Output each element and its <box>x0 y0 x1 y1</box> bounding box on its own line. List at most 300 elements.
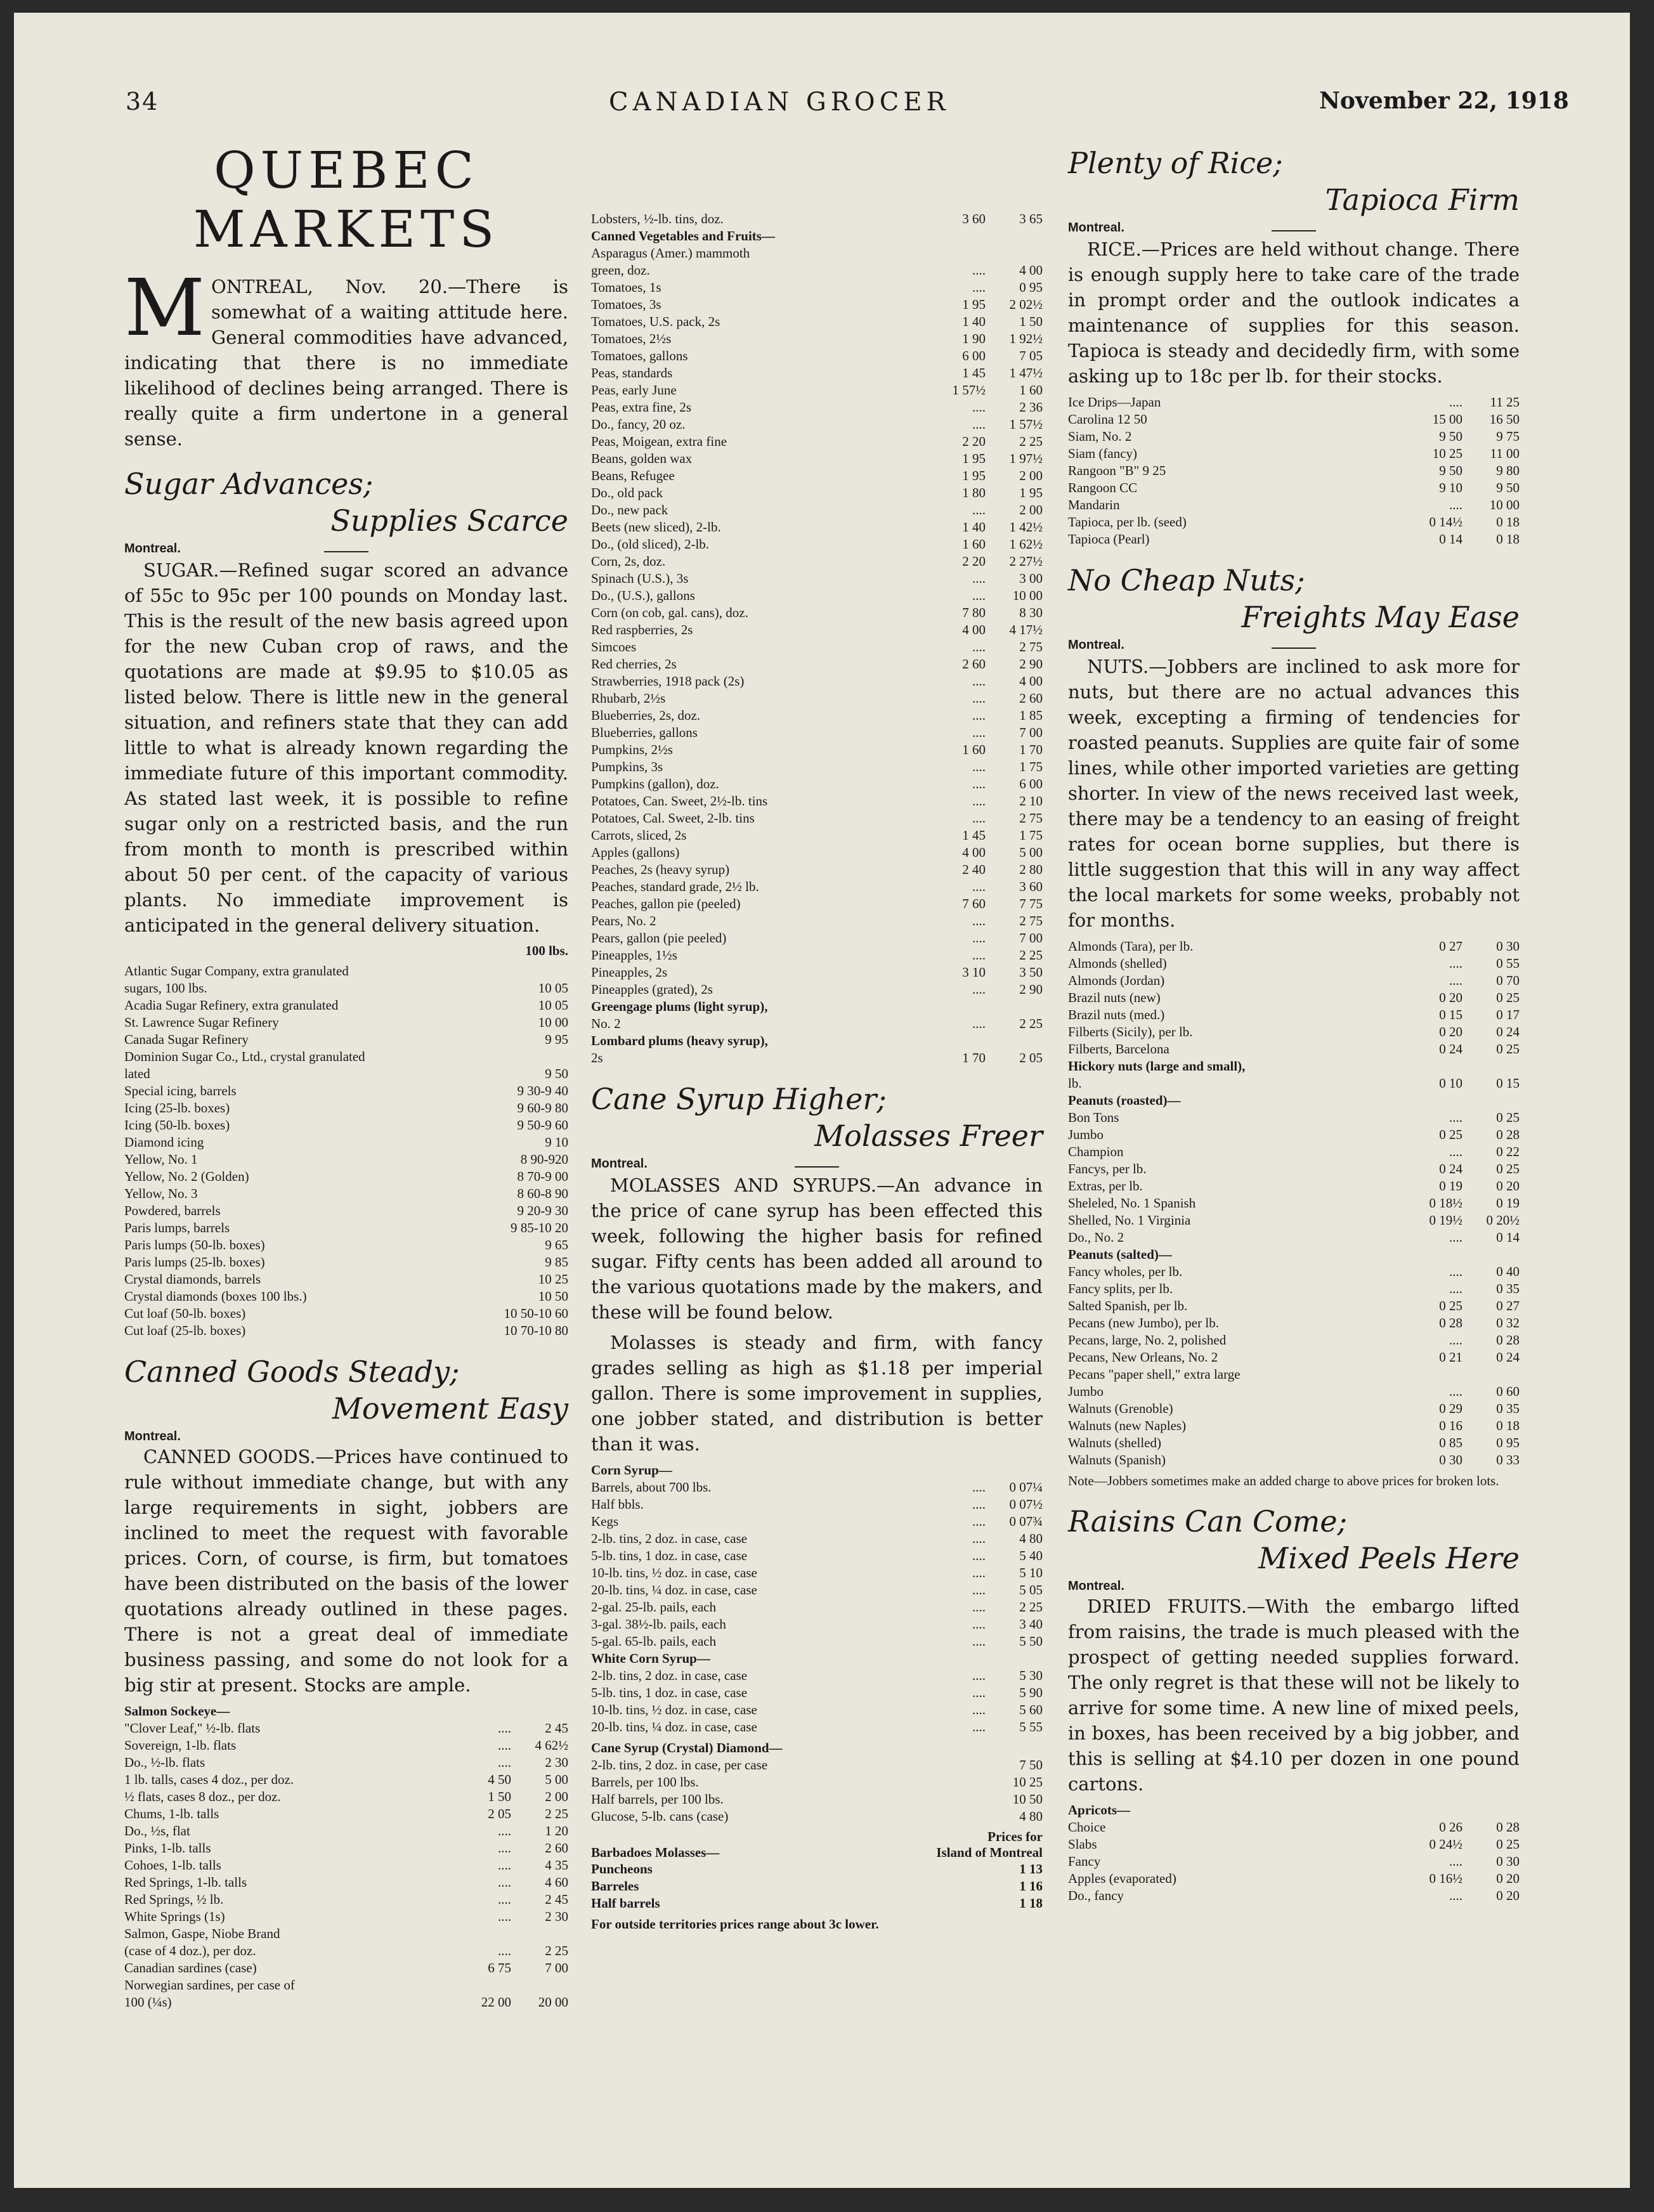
price-value: .... <box>972 1702 986 1717</box>
price-value: .... <box>972 1548 986 1563</box>
price-value: 9 85-10 20 <box>511 1220 568 1235</box>
price-value: .... <box>972 879 986 894</box>
item-label: Pears, gallon (pie peeled) <box>591 930 727 946</box>
price-value: 8 30 <box>1019 605 1043 620</box>
price-row <box>591 930 1043 947</box>
raisins-heading-line2: Mixed Peels Here <box>1258 1541 1520 1575</box>
price-value <box>986 1032 1043 1050</box>
price-row <box>591 810 1043 827</box>
price-value <box>986 228 1043 245</box>
price-value: 1 45 <box>962 365 986 381</box>
price-value <box>454 1925 511 1942</box>
item-label: Red Springs, ½ lb. <box>124 1892 224 1907</box>
price-row <box>591 399 1043 416</box>
item-label: Do., ½-lb. flats <box>124 1755 205 1770</box>
price-value: 1 40 <box>962 314 986 329</box>
price-row <box>591 1684 1043 1701</box>
price-value: 8 60-8 90 <box>517 1186 568 1201</box>
price-row <box>591 998 1043 1015</box>
price-value: 0 25 <box>1496 1041 1520 1057</box>
item-label: sugars, 100 lbs. <box>124 980 207 996</box>
price-value: .... <box>972 1599 986 1615</box>
price-value: 1 50 <box>488 1789 511 1804</box>
price-value: 10 25 <box>1012 1774 1043 1790</box>
molasses-label: Barbadoes Molasses— <box>591 1845 720 1860</box>
nuts-heading-line2: Freights May Ease <box>1241 600 1520 634</box>
item-label: No. 2 <box>591 1016 621 1031</box>
price-row <box>1068 1802 1520 1819</box>
item-label: Yellow, No. 1 <box>124 1152 198 1167</box>
price-value: .... <box>498 1721 511 1736</box>
price-value: 6 00 <box>1019 776 1043 791</box>
price-value: 9 75 <box>1496 429 1520 444</box>
item-label: Canned Vegetables and Fruits— <box>591 228 775 244</box>
price-value: 10 50-10 60 <box>504 1306 568 1321</box>
price-value: 0 10 <box>1439 1076 1462 1091</box>
item-label: St. Lawrence Sugar Refinery <box>124 1015 279 1030</box>
price-value: 0 30 <box>1496 939 1520 954</box>
price-value: 0 18 <box>1496 514 1520 530</box>
price-value: 2 05 <box>488 1806 511 1821</box>
price-value: 4 62½ <box>535 1738 568 1753</box>
item-label: Tomatoes, U.S. pack, 2s <box>591 314 720 329</box>
molasses-region: Island of Montreal <box>936 1845 1043 1860</box>
price-value: 0 24 <box>1496 1024 1520 1039</box>
item-label: Peaches, standard grade, 2½ lb. <box>591 879 759 894</box>
price-row <box>591 1547 1043 1565</box>
canned-price-table <box>124 1703 568 2011</box>
publication-name: CANADIAN GROCER <box>609 88 950 117</box>
page-number: 34 <box>126 88 159 115</box>
price-value: 9 85 <box>545 1254 568 1270</box>
price-value: .... <box>1449 1264 1462 1279</box>
price-value: .... <box>972 263 986 278</box>
price-value: 2 60 <box>962 656 986 672</box>
nuts-dateline: Montreal. <box>1068 638 1124 652</box>
price-row <box>591 1633 1043 1650</box>
price-row <box>124 1908 568 1925</box>
price-row <box>1068 938 1520 955</box>
item-label: Yellow, No. 2 (Golden) <box>124 1169 249 1184</box>
item-label: Red raspberries, 2s <box>591 622 693 637</box>
item-label: 20-lb. tins, ¼ doz. in case, case <box>591 1582 757 1597</box>
price-row <box>591 604 1043 621</box>
price-value: 9 95 <box>545 1032 568 1047</box>
price-value: .... <box>1449 973 1462 988</box>
item-label: Tapioca, per lb. (seed) <box>1068 514 1187 530</box>
item-label: 2s <box>591 1050 603 1065</box>
price-value: 5 05 <box>1019 1582 1043 1597</box>
price-row <box>591 1808 1043 1825</box>
item-label: Apricots— <box>1068 1802 1130 1818</box>
column-left <box>124 140 568 2015</box>
item-label: Blueberries, 2s, doz. <box>591 708 701 723</box>
item-label: lb. <box>1068 1076 1082 1091</box>
price-value: 5 30 <box>1019 1668 1043 1683</box>
raisins-dateline: Montreal. <box>1068 1579 1124 1593</box>
price-value: 22 00 <box>481 1994 511 2010</box>
item-label: Diamond icing <box>124 1135 204 1150</box>
price-row <box>1068 1246 1520 1263</box>
price-row <box>1068 1143 1520 1161</box>
price-value: 2 25 <box>545 1806 568 1821</box>
price-value: .... <box>1449 1854 1462 1869</box>
item-label: Siam (fancy) <box>1068 446 1138 461</box>
price-value: 1 47½ <box>1009 365 1043 381</box>
price-value: 0 27 <box>1496 1298 1520 1313</box>
price-row <box>591 467 1043 485</box>
price-value: 1 97½ <box>1009 451 1043 466</box>
item-label: Sovereign, 1-lb. flats <box>124 1738 237 1753</box>
item-label: Choice <box>1068 1819 1106 1835</box>
item-label: Slabs <box>1068 1837 1097 1852</box>
item-label: Ice Drips—Japan <box>1068 394 1161 410</box>
price-row <box>591 1740 1043 1757</box>
price-value: 4 00 <box>962 845 986 860</box>
price-value: 2 90 <box>1019 656 1043 672</box>
item-label: Paris lumps (25-lb. boxes) <box>124 1254 265 1270</box>
price-row <box>591 656 1043 673</box>
item-label: Tapioca (Pearl) <box>1068 531 1150 547</box>
intro-paragraph <box>124 263 568 452</box>
item-label: Tomatoes, gallons <box>591 348 688 363</box>
item-label: Brazil nuts (med.) <box>1068 1007 1165 1022</box>
molasses-note: For outside territories prices range about 3c lower. <box>591 1916 879 1932</box>
price-row <box>591 570 1043 587</box>
price-value: 0 20 <box>1496 1178 1520 1194</box>
price-value: 0 32 <box>1496 1315 1520 1330</box>
price-value: 9 65 <box>545 1237 568 1252</box>
price-value: 4 00 <box>1019 263 1043 278</box>
price-value: 5 60 <box>1019 1702 1043 1717</box>
price-value: .... <box>972 776 986 791</box>
item-label: Half barrels, per 100 lbs. <box>591 1792 724 1807</box>
price-value <box>504 1048 569 1065</box>
price-value: 16 50 <box>1489 412 1520 427</box>
price-row <box>124 1202 568 1220</box>
price-value: 9 60-9 80 <box>517 1100 568 1116</box>
canned-heading-line2: Movement Easy <box>332 1391 568 1426</box>
price-value: .... <box>498 1857 511 1873</box>
price-value <box>928 998 986 1015</box>
price-row <box>124 1857 568 1874</box>
price-value: 0 29 <box>1439 1401 1462 1416</box>
item-label: Atlantic Sugar Company, extra granulated <box>124 963 349 979</box>
price-value: 7 00 <box>545 1960 568 1975</box>
price-value: 2 25 <box>545 1943 568 1958</box>
price-value: 2 27½ <box>1009 554 1043 569</box>
price-value <box>1462 1366 1520 1383</box>
canned-dateline: Montreal. <box>124 1429 181 1443</box>
intro-text: ONTREAL, Nov. 20.—There is somewhat of a waiting attitude here. General commodities have advanced, indicating that there is no immediate likelihood of declines being arranged. There is really quite a firm undertone in a general sense. <box>124 276 568 450</box>
price-value: 1 92½ <box>1009 331 1043 346</box>
price-value: 2 36 <box>1019 400 1043 415</box>
price-row <box>591 262 1043 279</box>
price-row <box>1068 1263 1520 1280</box>
price-value: .... <box>972 280 986 295</box>
price-value: 2 20 <box>962 434 986 449</box>
price-value: 1 40 <box>962 519 986 535</box>
price-value: 0 95 <box>1496 1435 1520 1450</box>
price-value: 0 15 <box>1439 1007 1462 1022</box>
price-row <box>591 741 1043 758</box>
price-row <box>124 1254 568 1271</box>
column-right <box>1068 140 1520 1908</box>
price-value: 8 90-920 <box>520 1152 568 1167</box>
rice-heading-line1: Plenty of Rice; <box>1068 146 1283 180</box>
item-label: Bon Tons <box>1068 1110 1119 1125</box>
price-value: 5 50 <box>1019 1634 1043 1649</box>
price-value: .... <box>972 913 986 928</box>
price-row <box>1068 1075 1520 1092</box>
price-value: 0 07¼ <box>1009 1480 1043 1495</box>
item-label: Do., fancy, 20 oz. <box>591 417 686 432</box>
item-label: Do., (old sliced), 2-lb. <box>591 537 710 552</box>
price-row <box>124 1754 568 1771</box>
item-label: (case of 4 doz.), per doz. <box>124 1943 256 1958</box>
price-value: 0 16½ <box>1429 1871 1462 1886</box>
item-label: Champion <box>1068 1144 1124 1159</box>
price-row <box>124 1840 568 1857</box>
price-row <box>1068 1870 1520 1887</box>
price-value: 9 80 <box>1496 463 1520 478</box>
price-value: .... <box>498 1755 511 1770</box>
price-row <box>591 758 1043 776</box>
price-value: 11 25 <box>1490 394 1520 410</box>
price-row <box>591 1791 1043 1808</box>
price-value: 7 00 <box>1019 930 1043 946</box>
price-value: 0 26 <box>1439 1819 1462 1835</box>
price-row <box>124 1271 568 1288</box>
price-row <box>591 724 1043 741</box>
item-label: "Clover Leaf," ½-lb. flats <box>124 1721 261 1736</box>
price-row <box>591 1650 1043 1667</box>
price-value: 6 00 <box>962 348 986 363</box>
price-row <box>124 1220 568 1237</box>
price-value: 1 70 <box>962 1050 986 1065</box>
price-value <box>1462 1246 1520 1263</box>
raisins-heading <box>1068 1503 1520 1577</box>
item-label: Pineapples (grated), 2s <box>591 982 713 997</box>
rice-price-table <box>1068 394 1520 548</box>
item-label: Almonds (Jordan) <box>1068 973 1165 988</box>
price-value: 5 00 <box>545 1772 568 1787</box>
item-label: Crystal diamonds, barrels <box>124 1272 261 1287</box>
price-value: 3 00 <box>1019 571 1043 586</box>
item-label: Barrels, per 100 lbs. <box>591 1774 699 1790</box>
item-label: Fancys, per lb. <box>1068 1161 1147 1176</box>
price-value: 0 20 <box>1496 1871 1520 1886</box>
price-row <box>591 382 1043 399</box>
syrup-dateline: Montreal. <box>591 1157 648 1171</box>
price-value: 3 60 <box>962 211 986 226</box>
price-value: 0 60 <box>1496 1384 1520 1399</box>
price-value: .... <box>498 1875 511 1890</box>
price-value: 0 22 <box>1496 1144 1520 1159</box>
rice-text: RICE.—Prices are held without change. There is enough supply here to take care of the trade in prompt order and the outlook indicates a maintenance of supplies for this season. Tapioca is steady and decidedly firm, with some asking up to 18c per lb. for their stocks. <box>1068 238 1520 387</box>
sugar-text: SUGAR.—Refined sugar scored an advance of 55c to 95c per 100 pounds on Monday last. This is the result of the new basis agreed upon for the new Cuban crop of raws, and the quotations are made at $9.95 to $10.05 as listed below. There is little new in the general situation, and refiners state that they can add little to what is already known regarding the immediate future of this important commodity. As stated last week, it is possible to refine sugar only on a restricted basis, and the run from month to month is prescribed within about 50 per cent. of the capacity of various plants. No immediate improvement is anticipated in the general delivery situation. <box>124 559 568 936</box>
price-row <box>124 1788 568 1805</box>
canned-text: CANNED GOODS.—Prices have continued to rule without immediate change, but with any large requirements in sight, jobbers are inclined to meet the request with favorable prices. Corn, of course, is firm, but tomatoes have been distributed on the basis of the lower quotations already outlined in these pages. There is not a great deal of immediate business passing, and some do not look for a big stir at present. Stocks are ample. <box>124 1446 568 1696</box>
price-row <box>591 1582 1043 1599</box>
price-value: 0 14 <box>1496 1230 1520 1245</box>
item-label: Jumbo <box>1068 1384 1104 1399</box>
price-row <box>1068 1332 1520 1349</box>
price-row <box>1068 1024 1520 1041</box>
price-value <box>511 1925 568 1942</box>
price-row <box>1068 1435 1520 1452</box>
price-row <box>124 1065 568 1083</box>
price-value: 2 25 <box>1019 1599 1043 1615</box>
item-label: Apples (evaporated) <box>1068 1871 1176 1886</box>
price-row <box>591 1050 1043 1067</box>
item-label: 100 (¼s) <box>124 1994 172 2010</box>
price-value: 0 20 <box>1439 990 1462 1005</box>
price-value: 3 10 <box>962 965 986 980</box>
item-label: Salmon, Gaspe, Niobe Brand <box>124 1926 280 1941</box>
price-value: 0 20 <box>1496 1888 1520 1903</box>
item-label: Walnuts (shelled) <box>1068 1435 1162 1450</box>
price-row <box>1068 1417 1520 1435</box>
item-label: Walnuts (new Naples) <box>1068 1418 1187 1433</box>
item-label: Filberts (Sicily), per lb. <box>1068 1024 1193 1039</box>
price-row <box>124 1031 568 1048</box>
price-row <box>124 1977 568 1994</box>
price-row <box>1068 1212 1520 1229</box>
item-label: Yellow, No. 3 <box>124 1186 198 1201</box>
item-label: Pecans, New Orleans, No. 2 <box>1068 1350 1218 1365</box>
price-row <box>591 1701 1043 1719</box>
price-value: 10 50 <box>1012 1792 1043 1807</box>
price-value <box>1405 1058 1462 1075</box>
price-row <box>124 1237 568 1254</box>
item-label: Simcoes <box>591 639 637 654</box>
rice-heading <box>1068 145 1520 218</box>
price-row <box>591 1774 1043 1791</box>
price-value: 0 25 <box>1439 1298 1462 1313</box>
price-value: 2 90 <box>1019 982 1043 997</box>
price-row <box>1068 1195 1520 1212</box>
molasses-header-row <box>591 1845 1043 1861</box>
price-row <box>1068 1819 1520 1836</box>
price-row <box>1068 1280 1520 1298</box>
price-value: 10 25 <box>1432 446 1462 461</box>
price-value: 0 07½ <box>1009 1497 1043 1512</box>
price-value <box>928 1650 986 1667</box>
price-row <box>124 1994 568 2011</box>
item-label: Kegs <box>591 1514 619 1529</box>
price-value: 9 50 <box>1439 463 1462 478</box>
item-label: 20-lb. tins, ¼ doz. in case, case <box>591 1719 757 1734</box>
price-value: 11 00 <box>1490 446 1520 461</box>
price-value: 0 35 <box>1496 1401 1520 1416</box>
price-value: 5 55 <box>1019 1719 1043 1734</box>
price-value: 8 70-9 00 <box>517 1169 568 1184</box>
price-row <box>124 1805 568 1823</box>
price-row <box>1068 955 1520 972</box>
item-label: Norwegian sardines, per case of <box>124 1977 295 1993</box>
corn-syrup-table <box>591 1462 1043 1736</box>
rice-dateline: Montreal. <box>1068 221 1124 235</box>
price-value: 1 75 <box>1019 828 1043 843</box>
price-row <box>1068 531 1520 548</box>
price-value: 0 70 <box>1496 973 1520 988</box>
price-row <box>1068 1349 1520 1366</box>
price-value: 4 00 <box>1019 673 1043 689</box>
price-value <box>504 963 569 980</box>
price-value: 1 70 <box>1019 742 1043 757</box>
price-value: 5 10 <box>1019 1565 1043 1580</box>
price-value: 4 80 <box>1019 1809 1043 1824</box>
item-label: Tomatoes, 3s <box>591 297 661 312</box>
price-value: 3 40 <box>1019 1617 1043 1632</box>
price-row <box>124 1942 568 1960</box>
price-value: 2 75 <box>1019 913 1043 928</box>
price-row <box>591 519 1043 536</box>
price-value: .... <box>972 588 986 603</box>
price-value: 5 90 <box>1019 1685 1043 1700</box>
price-value: 1 20 <box>545 1823 568 1838</box>
price-row <box>591 621 1043 639</box>
price-value: 2 30 <box>545 1909 568 1924</box>
price-value: 1 95 <box>962 451 986 466</box>
price-value: 0 19 <box>1439 1178 1462 1194</box>
item-label: Acadia Sugar Refinery, extra granulated <box>124 998 339 1013</box>
item-label: Lombard plums (heavy syrup), <box>591 1033 768 1048</box>
item-label: Peaches, 2s (heavy syrup) <box>591 862 730 877</box>
price-row <box>591 1496 1043 1513</box>
price-value: 2 00 <box>545 1789 568 1804</box>
item-label: 10-lb. tins, ½ doz. in case, case <box>591 1702 757 1717</box>
price-row <box>124 1134 568 1151</box>
price-value: .... <box>1449 1110 1462 1125</box>
item-label: Salted Spanish, per lb. <box>1068 1298 1188 1313</box>
item-label: Do., fancy <box>1068 1888 1124 1903</box>
price-value: 7 05 <box>1019 348 1043 363</box>
price-value: 6 75 <box>488 1960 511 1975</box>
price-value: 0 18½ <box>1429 1195 1462 1211</box>
drop-cap: M <box>124 263 205 354</box>
price-row <box>1068 1366 1520 1383</box>
price-value: 9 10 <box>545 1135 568 1150</box>
item-label: Glucose, 5-lb. cans (case) <box>591 1809 729 1824</box>
price-row <box>591 279 1043 296</box>
item-label: green, doz. <box>591 263 650 278</box>
price-row <box>591 245 1043 262</box>
price-row <box>124 1771 568 1788</box>
price-value: 0 25 <box>1496 990 1520 1005</box>
price-row <box>124 1322 568 1339</box>
price-value: 1 13 <box>1019 1861 1043 1877</box>
price-value: 0 15 <box>1496 1076 1520 1091</box>
item-label: Red cherries, 2s <box>591 656 677 672</box>
price-row <box>591 707 1043 724</box>
price-value <box>928 228 986 245</box>
price-value: 1 60 <box>1019 382 1043 398</box>
item-label: Dominion Sugar Co., Ltd., crystal granulated <box>124 1049 365 1064</box>
sugar-dateline: Montreal. <box>124 542 181 556</box>
price-value <box>1462 1058 1520 1075</box>
price-value: .... <box>972 1617 986 1632</box>
item-label: Barrels, about 700 lbs. <box>591 1480 712 1495</box>
price-value: 4 80 <box>1019 1531 1043 1546</box>
price-value: 9 10 <box>1439 480 1462 495</box>
price-value: 0 30 <box>1439 1452 1462 1467</box>
price-value: 2 40 <box>962 862 986 877</box>
price-value: .... <box>498 1892 511 1907</box>
price-row <box>591 1719 1043 1736</box>
item-label: Tomatoes, 2½s <box>591 331 672 346</box>
